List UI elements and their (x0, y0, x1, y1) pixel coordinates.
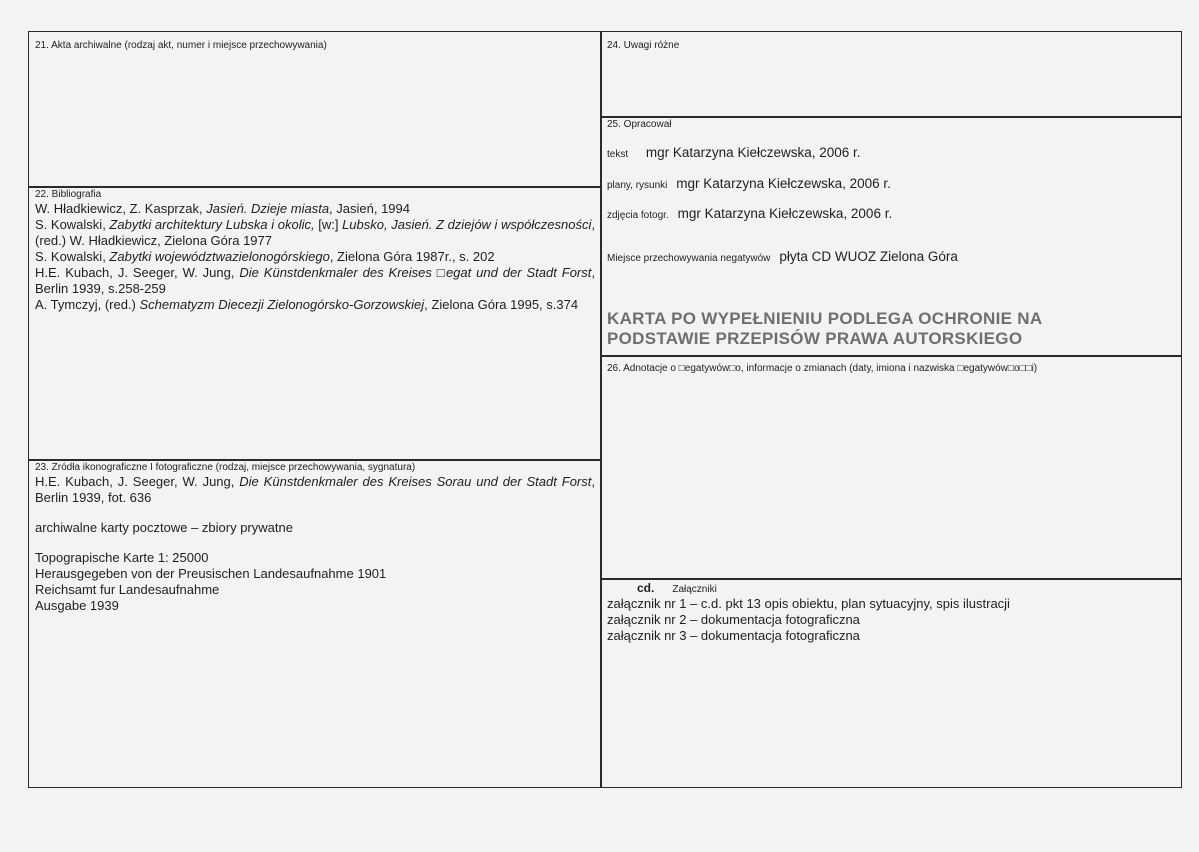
section-23 (35, 462, 595, 782)
section-21 (35, 35, 595, 185)
section-attachments (607, 580, 1177, 780)
opracowal-plany-row: plany, rysunki mgr Katarzyna Kiełczewska, 2006 r. (607, 176, 891, 191)
negatives-location-row: Miejsce przechowywania negatywów płyta CD WUOZ Zielona Góra (607, 249, 958, 264)
icon-entry-2: archiwalne karty pocztowe – zbiory prywatne (35, 520, 293, 535)
record-card (28, 31, 1182, 788)
attachment-item-2: załącznik nr 2 – dokumentacja fotograficzna (607, 612, 860, 627)
icon-entry-1: H.E. Kubach, J. Seeger, W. Jung, Die Künstdenkmaler des Kreises Sorau und der Stadt Forst, Berlin 1939, fot. 636 (35, 474, 595, 505)
opracowal-tekst-row: tekst mgr Katarzyna Kiełczewska, 2006 r. (607, 145, 861, 160)
section-26 (607, 358, 1177, 576)
section-23-label: 23. Źródła ikonograficzne I fotograficzne (rodzaj, miejsce przechowywania, sygnatura) (35, 462, 416, 473)
topo-line-4: Ausgabe 1939 (35, 598, 119, 613)
divider-25-26 (601, 355, 1181, 357)
bib-entry-5: A. Tymczyj, (red.) Schematyzm Diecezji Zielonogórsko-Gorzowskiej, Zielona Góra 1995, s.374 (35, 297, 579, 312)
section-26-label: 26. Adnotacje o □egatywów□o, informacje o zmianach (daty, imiona i nazwiska □egatywów□o□□i) (607, 363, 1038, 374)
divider-21-22 (29, 186, 601, 188)
opracowal-zdjecia-row: zdjęcia fotogr. mgr Katarzyna Kiełczewska, 2006 r. (607, 206, 893, 221)
section-24-label: 24. Uwagi różne (607, 40, 680, 51)
copyright-notice: KARTA PO WYPEŁNIENIU PODLEGA OCHRONIE NA PODSTAWIE PRZEPISÓW PRAWA AUTORSKIEGO (607, 309, 1043, 348)
divider-22-23 (29, 459, 601, 461)
attachments-label: Załączniki (672, 584, 717, 595)
cd-mark: cd. (637, 581, 655, 595)
topo-line-1: Topograpische Karte 1: 25000 (35, 550, 209, 565)
section-25 (607, 119, 1177, 353)
topo-line-2: Herausgegeben von der Preusischen Landesaufnahme 1901 (35, 566, 387, 581)
section-22-label: 22. Bibliografia (35, 189, 102, 200)
bib-entry-1: W. Hładkiewicz, Z. Kasprzak, Jasień. Dzieje miasta, Jasień, 1994 (35, 201, 410, 216)
attachment-item-3: załącznik nr 3 – dokumentacja fotograficzna (607, 628, 860, 643)
divider-24-25 (601, 116, 1181, 118)
section-21-label: 21. Akta archiwalne (rodzaj akt, numer i miejsce przechowywania) (35, 40, 327, 51)
attachment-item-1: załącznik nr 1 – c.d. pkt 13 opis obiektu, plan sytuacyjny, spis ilustracji (607, 596, 1010, 611)
section-24 (607, 35, 1177, 115)
bib-entry-3: S. Kowalski, Zabytki województwazielonogórskiego, Zielona Góra 1987r., s. 202 (35, 249, 495, 264)
column-divider (600, 32, 602, 787)
section-25-label: 25. Opracował (607, 119, 672, 130)
bib-entry-2: S. Kowalski, Zabytki architektury Lubska i okolic, [w:] Lubsko, Jasień. Z dziejów i współczesności, (red.) W. Hładkiewicz, Zielona Góra 1977 (35, 217, 595, 248)
bib-entry-4: H.E. Kubach, J. Seeger, W. Jung, Die Künstdenkmaler des Kreises □egat und der Stadt Forst, Berlin 1939, s.258-259 (35, 265, 595, 296)
section-22 (35, 189, 595, 457)
topo-line-3: Reichsamt fur Landesaufnahme (35, 582, 220, 597)
